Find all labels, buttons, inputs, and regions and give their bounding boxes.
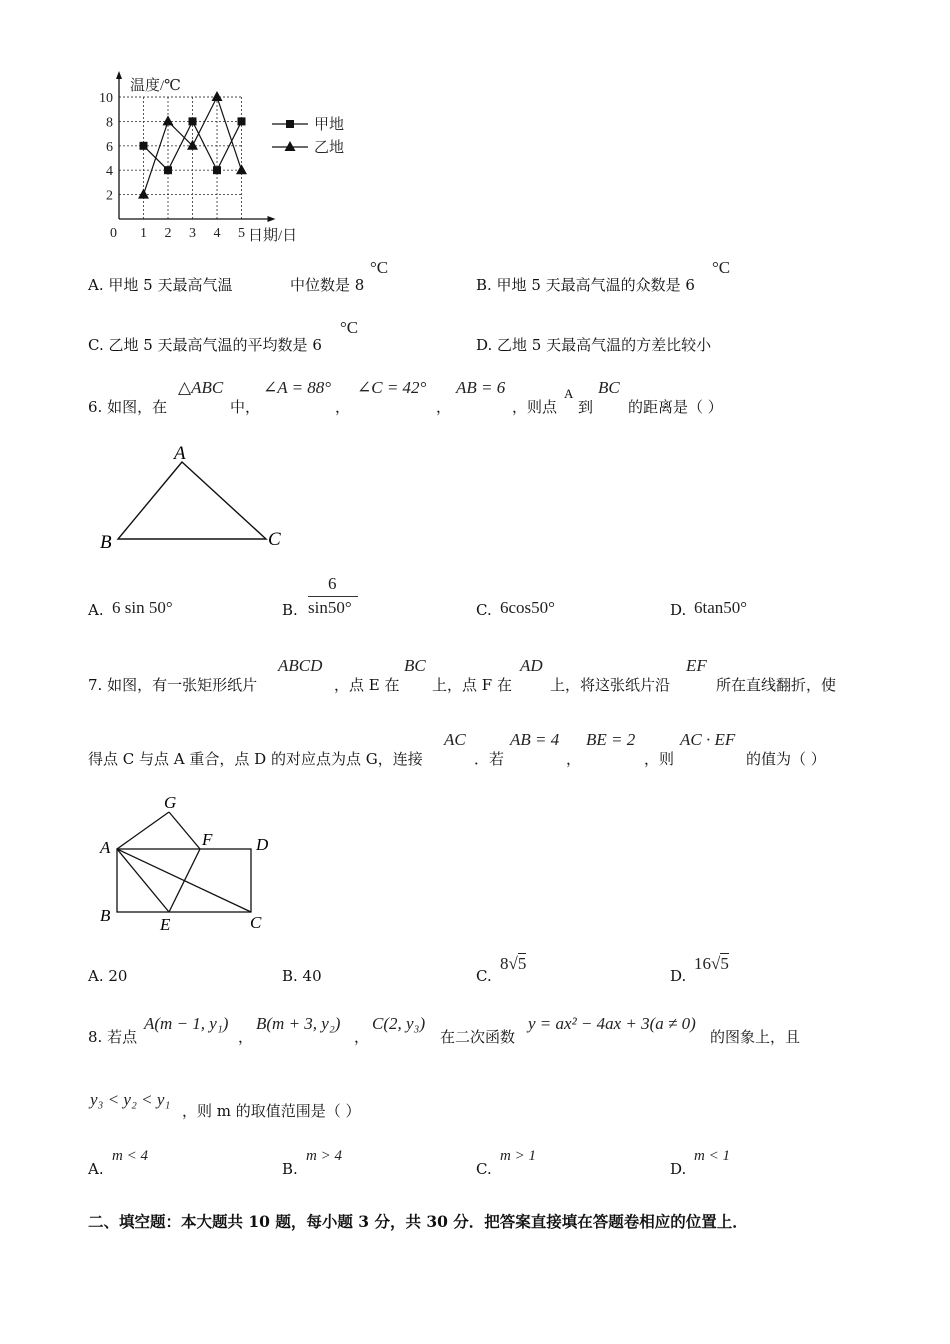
q6-s4: 到 (578, 398, 594, 416)
origin-label: 0 (110, 226, 117, 241)
data-point (213, 166, 221, 174)
q7-ac-dot-ef: AC · EF (680, 730, 736, 749)
q7-l1e: 所在直线翻折，使 (716, 676, 837, 694)
q7-bc: BC (404, 656, 426, 675)
q6-option-c-label: C. (476, 601, 492, 619)
q6-option-a-label: A. (88, 601, 104, 619)
triangle-abc (118, 462, 266, 539)
q7-option-d (694, 954, 729, 974)
q6-ab: AB = 6 (456, 378, 506, 397)
q6-option-d: 6tan50° (694, 598, 748, 617)
data-point (164, 166, 172, 174)
q7-l1a: 7. 如图，有一张矩形纸片 (88, 676, 258, 694)
q5-option-b-text: B. 甲地 5 天最高气温的众数是 6 (476, 276, 695, 294)
q6-s3: ，则点 (512, 398, 558, 416)
q6-angle-c: ∠C = 42° (357, 378, 427, 397)
q6-comma2: ， (436, 398, 452, 416)
segment-ag (117, 812, 169, 849)
y-axis-arrow (116, 71, 122, 79)
point-e-label: E (160, 915, 171, 934)
data-point (140, 142, 148, 150)
q6-stem (88, 396, 167, 417)
q8-option-c: m > 1 (500, 1148, 536, 1164)
q5-option-b-unit: °C (712, 258, 731, 277)
q7-l1d: 上，将这张纸片沿 (550, 676, 671, 694)
q7-l2b: ．若 (474, 750, 505, 768)
x-tick-label: 4 (213, 226, 221, 241)
q7-l2e: 的值为（ ） (746, 750, 826, 768)
q7-option-c (500, 954, 526, 974)
q8-option-a-label: A. (88, 1160, 104, 1178)
q7-l1c: 上，点 F 在 (432, 676, 512, 694)
q6-triangle-figure (96, 442, 296, 554)
q7-l2c: ， (566, 750, 582, 768)
q6-s1: 6. 如图，在 (88, 398, 168, 416)
legend-marker (286, 120, 294, 128)
q6-point-a: A (564, 386, 574, 401)
y-tick-label: 6 (106, 139, 113, 155)
q5-option-c (88, 334, 322, 355)
q7-option-d-radicand: 5 (720, 954, 729, 973)
q8-point-b: B(m + 3, y₂) (256, 1014, 341, 1033)
q8-s2: 在二次函数 (440, 1028, 516, 1046)
q7-l2d: ，则 (644, 750, 675, 768)
q6-triangle: △ABC (178, 378, 224, 397)
q5-option-a-unit: °C (370, 258, 389, 277)
q5-option-a-cont (290, 274, 364, 295)
q6-option-d-label: D. (670, 601, 687, 619)
q5-option-d (476, 334, 711, 355)
x-tick-label: 3 (189, 226, 196, 241)
q7-ad: AD (520, 656, 543, 675)
q6-option-b-denominator: sin50° (308, 598, 352, 617)
q8-function: y = ax² − 4ax + 3(a ≠ 0) (528, 1014, 696, 1033)
y-tick-label: 10 (99, 91, 113, 106)
q8-option-d: m < 1 (694, 1148, 730, 1164)
legend-label: 甲地 (314, 117, 345, 133)
q5-option-d-text: D. 乙地 5 天最高气温的方差比较小 (476, 336, 712, 354)
y-tick-label: 4 (106, 164, 113, 180)
q5-option-a-cont-text: 中位数是 8 (290, 276, 365, 294)
q8-c1: ， (238, 1028, 254, 1046)
q8-option-a: m < 4 (112, 1148, 148, 1164)
q5-option-a (88, 274, 232, 295)
x-axis-arrow (268, 216, 276, 222)
vertex-b-label: B (100, 532, 112, 553)
q7-abcd: ABCD (278, 656, 323, 675)
legend-marker (285, 141, 296, 151)
q7-ef: EF (686, 656, 707, 675)
q8-c2: ， (354, 1028, 370, 1046)
q5-option-b (476, 274, 695, 295)
q7-ab-eq-4: AB = 4 (510, 730, 560, 749)
q8-option-d-label: D. (670, 1160, 687, 1178)
q8-point-c: C(2, y₃) (372, 1014, 426, 1033)
q5-option-c-text: C. 乙地 5 天最高气温的平均数是 6 (88, 336, 322, 354)
q8-s4: ，则 m 的取值范围是（ ） (182, 1102, 361, 1120)
legend-label: 乙地 (314, 140, 345, 156)
radical-sign: √ (711, 954, 721, 973)
x-tick-label: 5 (238, 226, 245, 241)
q7-l2a: 得点 C 与点 A 重合，点 D 的对应点为点 G，连接 (88, 750, 423, 768)
q7-be-eq-2: BE = 2 (586, 730, 636, 749)
q6-option-b-label: B. (282, 601, 298, 619)
segment-ae (117, 849, 169, 912)
y-axis-label: 温度/℃ (130, 78, 181, 94)
q8-s1: 8. 若点 (88, 1028, 138, 1046)
chart-legend (272, 115, 344, 156)
q7-option-c-coef: 8 (500, 954, 509, 973)
q8-inequality: y₃ < y₂ < y₁ (90, 1090, 171, 1109)
q8-option-b-label: B. (282, 1160, 298, 1178)
point-c-label: C (250, 913, 262, 932)
point-d-label: D (256, 835, 269, 854)
x-tick-label: 1 (140, 226, 147, 241)
data-point (163, 115, 174, 125)
q7-l1b: ，点 E 在 (334, 676, 400, 694)
q8-s3: 的图象上，且 (710, 1028, 801, 1046)
data-point (236, 164, 247, 174)
q6-angle-a: ∠A = 88° (263, 378, 332, 397)
data-point (238, 117, 246, 125)
x-axis-label: 日期/日 (248, 228, 298, 244)
q8-option-b: m > 4 (306, 1148, 342, 1164)
q7-option-d-label: D. (670, 967, 687, 985)
q7-option-d-coef: 16 (694, 954, 711, 973)
q7-option-b: B. 40 (282, 967, 322, 985)
y-tick-label: 2 (106, 188, 113, 204)
q6-bc: BC (598, 378, 620, 397)
data-point (212, 91, 223, 101)
data-point (189, 117, 197, 125)
q6-s5: 的距离是（ ） (628, 398, 723, 416)
section-2-heading: 二、填空题：本大题共 10 题，每小题 3 分，共 30 分．把答案直接填在答题卷相应的位置上． (88, 1212, 748, 1231)
q7-ac: AC (444, 730, 466, 749)
point-b-label: B (100, 906, 111, 925)
q7-rectangle-figure (96, 790, 286, 938)
radical-sign: √ (508, 954, 518, 973)
x-tick-label: 2 (164, 226, 172, 241)
point-g-label: G (164, 793, 177, 812)
point-f-label: F (202, 830, 213, 849)
q6-option-b-fraction-bar (308, 596, 358, 597)
q5-option-a-text: A. 甲地 5 天最高气温 (88, 276, 233, 294)
q6-option-c: 6cos50° (500, 598, 555, 617)
q8-option-c-label: C. (476, 1160, 492, 1178)
q5-option-c-unit: °C (340, 318, 359, 337)
vertex-c-label: C (268, 529, 281, 550)
segment-ef (169, 849, 200, 912)
vertex-a-label: A (174, 443, 186, 464)
q8-point-a: A(m − 1, y₁) (144, 1014, 229, 1033)
point-a-label: A (100, 838, 111, 857)
q7-option-c-label: C. (476, 967, 492, 985)
q7-option-c-radicand: 5 (517, 954, 527, 973)
y-tick-label: 8 (106, 115, 113, 131)
q7-option-a: A. 20 (88, 967, 128, 985)
q6-s2: 中， (230, 398, 261, 416)
data-point (138, 189, 149, 199)
q6-option-a: 6 sin 50° (112, 598, 173, 617)
q6-option-b-numerator: 6 (328, 574, 337, 593)
segment-gf (169, 812, 200, 849)
q6-comma1: ， (335, 398, 351, 416)
temperature-line-chart (90, 70, 370, 250)
